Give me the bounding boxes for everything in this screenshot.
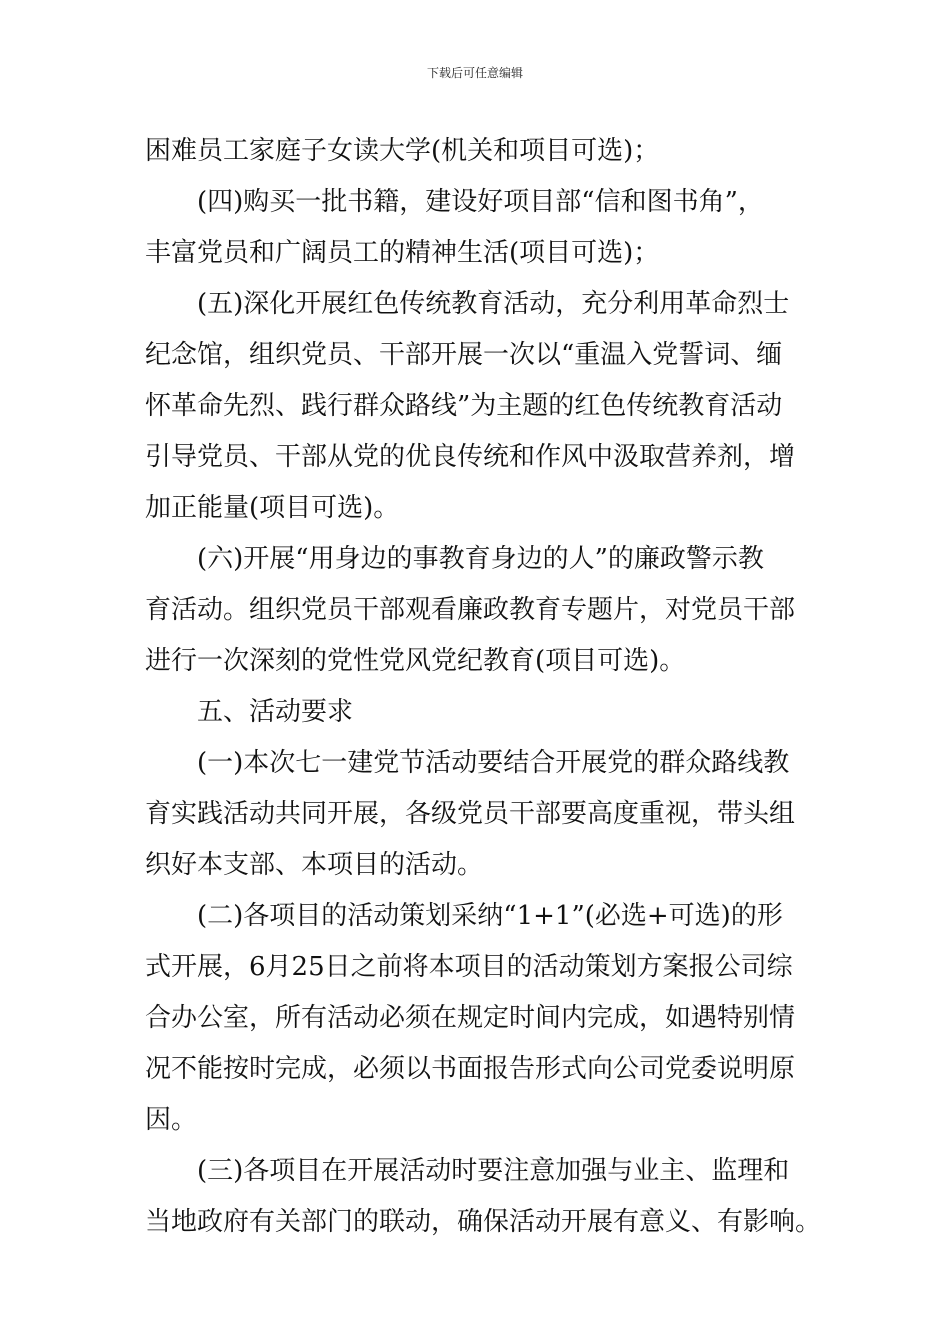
paragraph-line: (一)本次七一建党节活动要结合开展党的群众路线教 bbox=[197, 748, 790, 778]
paragraph-line: (四)购买一批书籍，建设好项目部“信和图书角”， bbox=[197, 187, 764, 217]
paragraph-line: 合办公室，所有活动必须在规定时间内完成，如遇特别情 bbox=[145, 1003, 796, 1033]
paragraph-line: 当地政府有关部门的联动，确保活动开展有意义、有影响。 bbox=[145, 1207, 822, 1237]
paragraph-line: (二)各项目的活动策划采纳“1+1”(必选+可选)的形 bbox=[197, 901, 783, 931]
paragraph-line: (六)开展“用身边的事教育身边的人”的廉政警示教 bbox=[197, 544, 764, 574]
paragraph-line: 怀革命先烈、践行群众路线”为主题的红色传统教育活动 bbox=[145, 391, 783, 421]
paragraph-line: 引导党员、干部从党的优良传统和作风中汲取营养剂，增 bbox=[145, 442, 796, 472]
paragraph-line: 丰富党员和广阔员工的精神生活(项目可选)； bbox=[145, 238, 660, 268]
paragraph-line: 织好本支部、本项目的活动。 bbox=[145, 850, 484, 880]
paragraph-line: 育活动。组织党员干部观看廉政教育专题片，对党员干部 bbox=[145, 595, 796, 625]
paragraph-line: 况不能按时完成，必须以书面报告形式向公司党委说明原 bbox=[145, 1054, 796, 1084]
section-heading: 五、活动要求 bbox=[197, 697, 354, 727]
paragraph-line: (五)深化开展红色传统教育活动，充分利用革命烈士 bbox=[197, 289, 790, 319]
paragraph-line: 因。 bbox=[145, 1105, 198, 1135]
paragraph-line: (三)各项目在开展活动时要注意加强与业主、监理和 bbox=[197, 1156, 790, 1186]
paragraph-line: 加正能量(项目可选)。 bbox=[145, 493, 400, 523]
paragraph-line: 纪念馆，组织党员、干部开展一次以“重温入党誓词、缅 bbox=[145, 340, 783, 370]
paragraph-line: 进行一次深刻的党性党风党纪教育(项目可选)。 bbox=[145, 646, 686, 676]
paragraph-line: 育实践活动共同开展，各级党员干部要高度重视，带头组 bbox=[145, 799, 796, 829]
paragraph-line: 式开展，6月25日之前将本项目的活动策划方案报公司综 bbox=[145, 952, 793, 982]
paragraph-line: 困难员工家庭子女读大学(机关和项目可选)； bbox=[145, 136, 660, 166]
page-header: 下载后可任意编辑 bbox=[426, 66, 523, 80]
